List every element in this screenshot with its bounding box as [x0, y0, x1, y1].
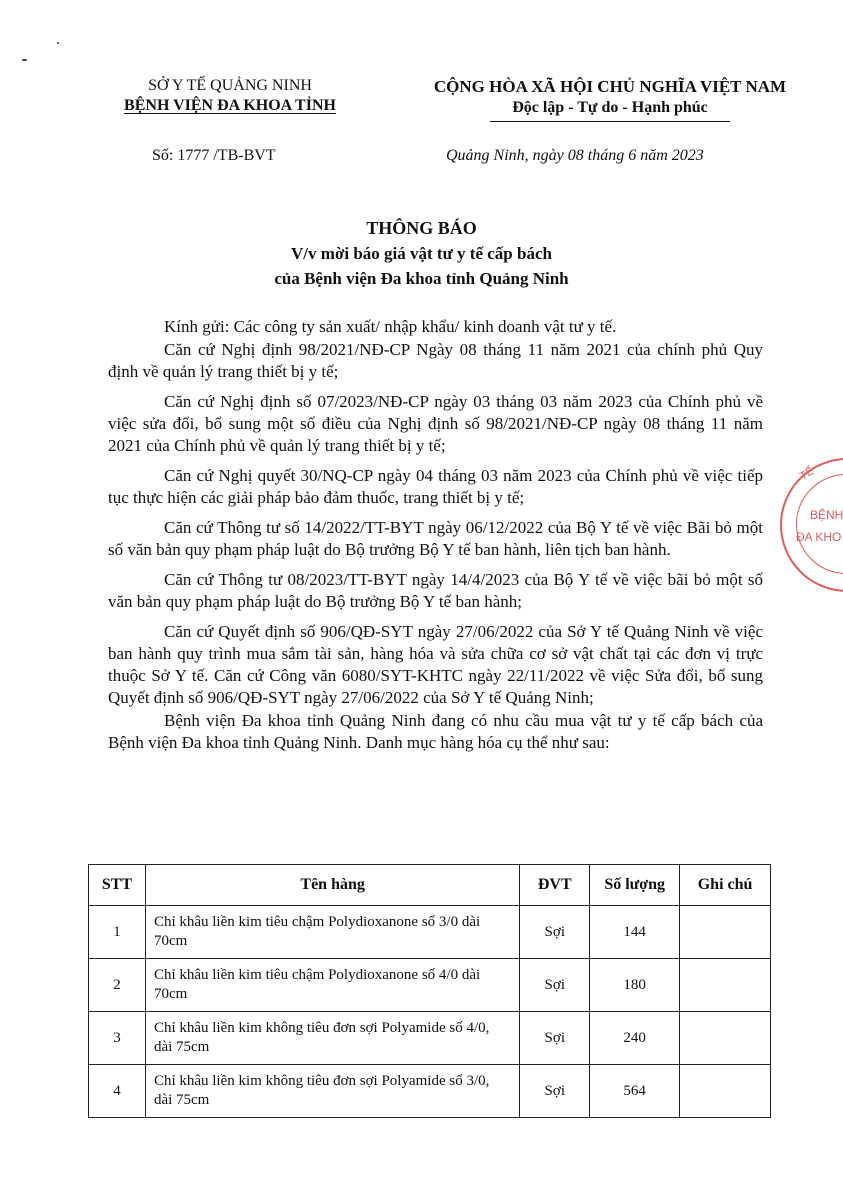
legal-basis-paragraph: Căn cứ Thông tư số 14/2022/TT-BYT ngày 06/12/2022 của Bộ Y tế về việc Bãi bỏ một số văn bản quy phạm pháp luật do Bộ trưởng Bộ Y tế ban hành, liên tịch ban hành.	[108, 518, 763, 559]
legal-basis-paragraph: Căn cứ Thông tư 08/2023/TT-BYT ngày 14/4/2023 của Bộ Y tế về việc bãi bỏ một số văn bản quy phạm pháp luật do Bộ trưởng Bộ Y tế ban hành;	[108, 570, 763, 611]
cell-qty: 564	[590, 1065, 680, 1118]
table-row	[89, 1012, 771, 1065]
cell-note	[680, 906, 771, 959]
place-date: Quảng Ninh, ngày 08 tháng 6 năm 2023	[446, 147, 704, 164]
legal-basis-paragraph: Căn cứ Nghị quyết 30/NQ-CP ngày 04 tháng 03 năm 2023 của Chính phủ về việc tiếp tục thực hiện các giải pháp bảo đảm thuốc, trang thiết bị y tế;	[108, 466, 763, 507]
cell-unit: Sợi	[520, 959, 590, 1012]
cell-unit: Sợi	[520, 906, 590, 959]
cell-note	[680, 1012, 771, 1065]
table-header-row	[89, 865, 771, 906]
col-header-unit: ĐVT	[520, 865, 590, 906]
request-paragraph: Bệnh viện Đa khoa tỉnh Quảng Ninh đang có nhu cầu mua vật tư y tế cấp bách của Bệnh viện Đa khoa tỉnh Quảng Ninh. Danh mục hàng hóa cụ thể như sau:	[108, 711, 763, 752]
notice-heading: THÔNG BÁO	[366, 218, 477, 238]
cell-qty: 144	[590, 906, 680, 959]
cell-unit: Sợi	[520, 1065, 590, 1118]
legal-basis-paragraph: Căn cứ Quyết định số 906/QĐ-SYT ngày 27/06/2022 của Sở Y tế Quảng Ninh về việc ban hành quy trình mua sắm tài sản, hàng hóa và sửa chữa cơ sở vật chất tại các đơn vị trực thuộc Sở Y tế. Căn cứ Công văn 6080/SYT-KHTC ngày 22/11/2022 về việc Sửa đổi, bổ sung Quyết định số 906/QĐ-SYT ngày 27/06/2022 của Sở Y tế Quảng Ninh;	[108, 622, 763, 707]
notice-subject-org: của Bệnh viện Đa khoa tỉnh Quảng Ninh	[274, 269, 569, 288]
scan-speck	[57, 42, 59, 44]
seal-text-line1: BỆNH	[810, 508, 843, 522]
col-header-note: Ghi chú	[680, 865, 771, 906]
national-motto: Độc lập - Tự do - Hạnh phúc	[512, 99, 708, 116]
cell-stt: 2	[89, 959, 146, 1012]
agency-name: BỆNH VIỆN ĐA KHOA TỈNH	[124, 97, 336, 114]
table-row	[89, 959, 771, 1012]
motto-underline	[490, 121, 730, 122]
legal-basis-paragraph: Căn cứ Nghị định 98/2021/NĐ-CP Ngày 08 tháng 11 năm 2021 của chính phủ Quy định về quản lý trang thiết bị y tế;	[108, 340, 763, 381]
national-title: CỘNG HÒA XÃ HỘI CHỦ NGHĨA VIỆT NAM	[433, 77, 787, 96]
agency-parent: SỞ Y TẾ QUẢNG NINH	[148, 77, 312, 94]
agency-header	[80, 76, 380, 116]
notice-subject: V/v mời báo giá vật tư y tế cấp bách	[291, 244, 552, 263]
cell-name: Chỉ khâu liền kim tiêu chậm Polydioxanone số 4/0 dài 70cm	[145, 959, 519, 1012]
cell-qty: 240	[590, 1012, 680, 1065]
scan-speck	[22, 59, 27, 61]
seal-text-top: TẾ	[797, 465, 817, 483]
table-row	[89, 1065, 771, 1118]
cell-stt: 1	[89, 906, 146, 959]
cell-note	[680, 959, 771, 1012]
col-header-stt: STT	[89, 865, 146, 906]
cell-name: Chỉ khâu liền kim không tiêu đơn sợi Polyamide số 4/0, dài 75cm	[145, 1012, 519, 1065]
cell-name: Chỉ khâu liền kim không tiêu đơn sợi Polyamide số 3/0, dài 75cm	[145, 1065, 519, 1118]
hospital-seal-stamp	[780, 458, 843, 592]
cell-stt: 4	[89, 1065, 146, 1118]
document-number: Số: 1777 /TB-BVT	[152, 147, 276, 164]
cell-name: Chỉ khâu liền kim tiêu chậm Polydioxanone số 3/0 dài 70cm	[145, 906, 519, 959]
items-table	[88, 864, 771, 1118]
notice-body	[108, 316, 763, 762]
table-row	[89, 906, 771, 959]
seal-text-line2: ĐA KHO	[796, 530, 842, 544]
national-header	[410, 76, 810, 118]
cell-note	[680, 1065, 771, 1118]
cell-qty: 180	[590, 959, 680, 1012]
col-header-name: Tên hàng	[145, 865, 519, 906]
cell-unit: Sợi	[520, 1012, 590, 1065]
col-header-qty: Số lượng	[590, 865, 680, 906]
cell-stt: 3	[89, 1012, 146, 1065]
legal-basis-paragraph: Căn cứ Nghị định số 07/2023/NĐ-CP ngày 03 tháng 03 năm 2023 của Chính phủ về việc sửa đổi, bổ sung một số điều của Nghị định số 98/2021/NĐ-CP ngày 08 tháng 11 năm 2021 của Chính phủ về quản lý trang thiết bị y tế;	[108, 392, 763, 455]
notice-title	[0, 216, 843, 291]
recipient-line: Kính gửi: Các công ty sản xuất/ nhập khẩu/ kinh doanh vật tư y tế.	[164, 317, 617, 336]
seal-inner-ring	[796, 474, 843, 574]
